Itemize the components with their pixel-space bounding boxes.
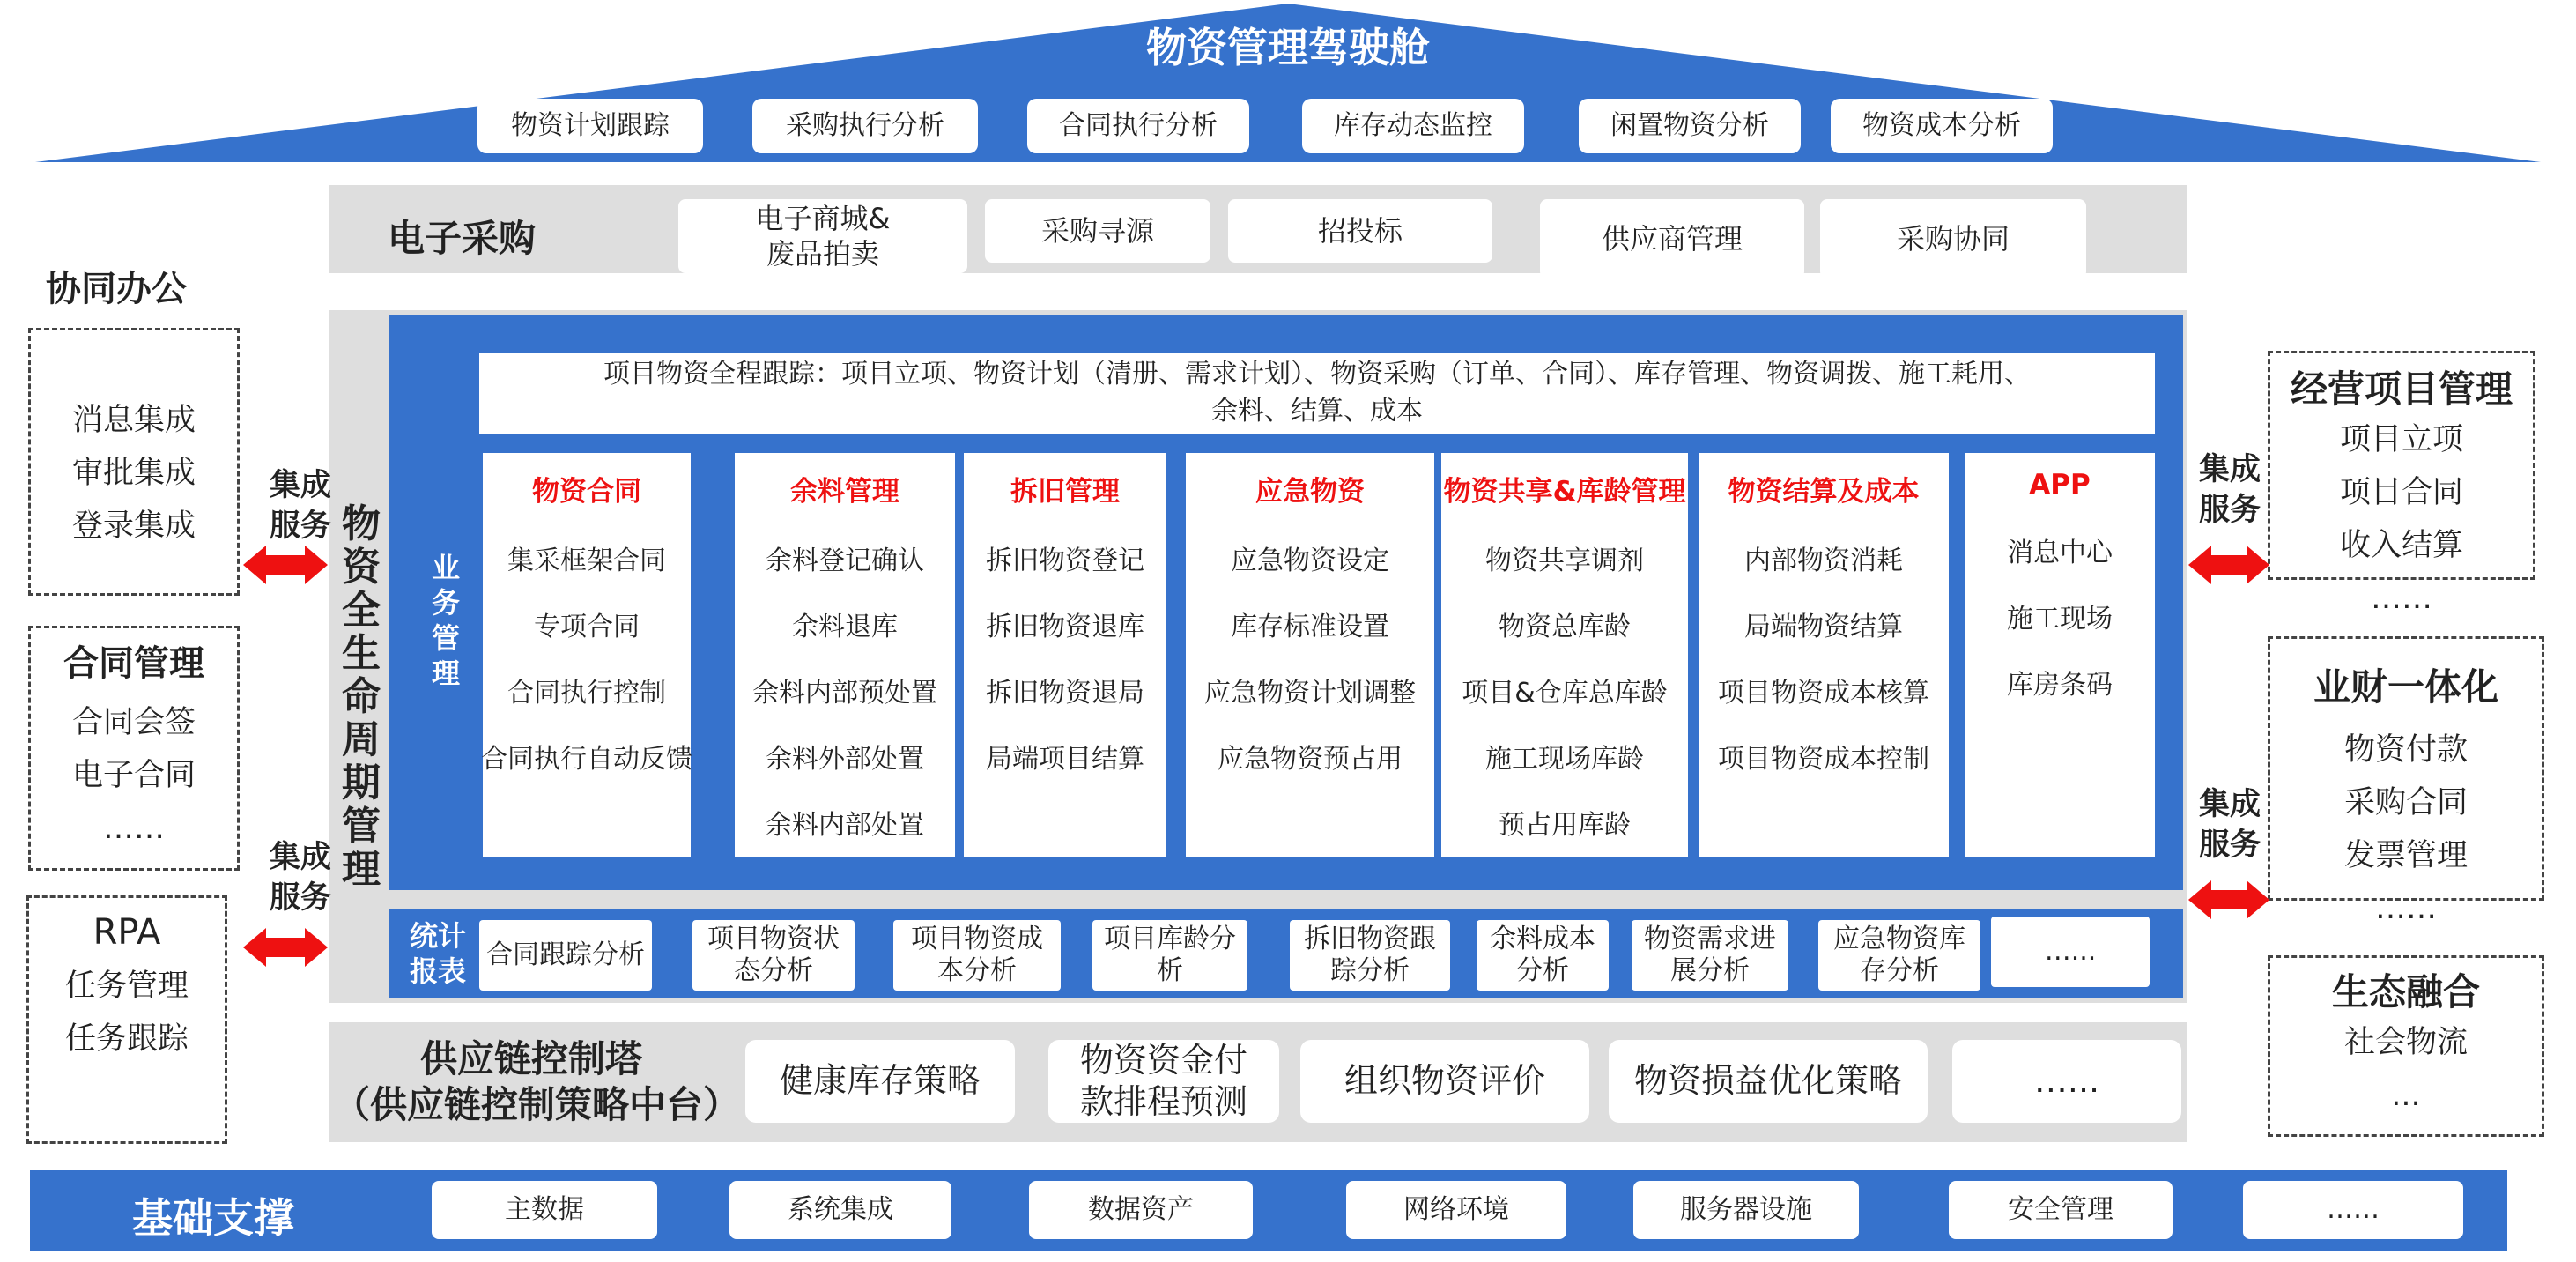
project-item[interactable]: 项目立项 (2339, 422, 2463, 457)
stats-item-7[interactable]: 物资需求进 展分析 (1632, 920, 1788, 991)
lifecycle-title-char: 周 (342, 717, 381, 762)
rpa-title: RPA (93, 912, 161, 953)
rpa-box (26, 895, 227, 1144)
contract-title: 合同管理 (63, 643, 204, 684)
left-arrow-2 (243, 925, 328, 969)
eco-item[interactable]: ... (2391, 1078, 2421, 1113)
lifecycle-title-char: 理 (342, 847, 381, 892)
office-title: 协同办公 (46, 269, 187, 309)
stats-item-4[interactable]: 项目库龄分 析 (1092, 920, 1247, 991)
eco-title: 生态融合 (2331, 970, 2480, 1013)
right-arrow-1 (2188, 543, 2269, 587)
contract-item[interactable]: 合同会签 (71, 705, 196, 740)
finance-title: 业财一体化 (2313, 665, 2498, 709)
stats-item-9[interactable]: …... (1991, 917, 2150, 987)
module-item[interactable]: 内部物资消耗 (1744, 546, 1903, 576)
business-label (426, 550, 465, 691)
supply-chain-item-1[interactable]: 健康库存策略 (745, 1040, 1015, 1123)
contract-item[interactable]: 电子合同 (71, 758, 196, 793)
purchase-item-1[interactable]: 电子商城& 废品拍卖 (678, 199, 967, 273)
tracking-bar: 项目物资全程跟踪：项目立项、物资计划（清册、需求计划）、物资采购（订单、合同）、库存管理、物资调拨、施工耗用、 余料、结算、成本 (479, 353, 2155, 434)
module-item[interactable]: 局端物资结算 (1744, 612, 1903, 642)
lifecycle-title-char: 期 (342, 761, 381, 805)
right-arrow-2 (2188, 878, 2269, 922)
eco-item[interactable]: 社会物流 (2343, 1025, 2468, 1060)
stats-item-2[interactable]: 项目物资状 态分析 (692, 920, 855, 991)
supply-chain-item-3[interactable]: 组织物资评价 (1300, 1040, 1589, 1123)
base-title: 基础支撑 (132, 1194, 294, 1242)
lifecycle-title-char: 管 (342, 804, 381, 849)
project-item[interactable]: …… (2371, 581, 2432, 616)
project-title: 经营项目管理 (2290, 367, 2513, 411)
module-item[interactable]: 余料登记确认 (766, 546, 924, 576)
base-item-4[interactable]: 网络环境 (1346, 1181, 1566, 1239)
eco-box (2268, 955, 2544, 1137)
purchase-item-4[interactable]: 供应商管理 (1540, 199, 1804, 278)
project-item[interactable]: 项目合同 (2339, 475, 2463, 510)
module-item[interactable]: 库存标准设置 (1231, 612, 1389, 642)
base-item-5[interactable]: 服务器设施 (1633, 1181, 1859, 1239)
module-item[interactable]: 拆旧物资退库 (986, 612, 1144, 642)
module-item[interactable]: 项目物资成本控制 (1718, 744, 1929, 775)
cockpit-item-1[interactable]: 物资计划跟踪 (477, 99, 703, 153)
module-column (1441, 453, 1688, 857)
module-item[interactable]: 消息中心 (2007, 538, 2113, 568)
cockpit-item-4[interactable]: 库存动态监控 (1302, 99, 1524, 153)
module-item[interactable]: 合同执行控制 (507, 678, 666, 709)
module-item[interactable]: 项目&仓库总库龄 (1462, 678, 1668, 709)
right-integration-label-2: 集成 服务 (2198, 787, 2261, 863)
contract-box (28, 626, 240, 871)
module-item[interactable]: 余料退库 (792, 612, 898, 642)
purchase-item-5[interactable]: 采购协同 (1820, 199, 2086, 278)
module-item[interactable]: 应急物资预占用 (1218, 744, 1403, 775)
stats-item-8[interactable]: 应急物资库 存分析 (1818, 920, 1980, 991)
module-item[interactable]: 应急物资设定 (1231, 546, 1389, 576)
base-item-6[interactable]: 安全管理 (1949, 1181, 2173, 1239)
module-title: 拆旧管理 (1010, 476, 1120, 508)
stats-item-3[interactable]: 项目物资成 本分析 (893, 920, 1061, 991)
lifecycle-title-char: 物 (342, 501, 381, 546)
purchase-title: 电子采购 (388, 217, 537, 260)
supply-chain-item-5[interactable]: …... (1952, 1040, 2181, 1123)
module-column (964, 453, 1166, 857)
cockpit-item-3[interactable]: 合同执行分析 (1027, 99, 1249, 153)
module-title: 物资合同 (532, 476, 641, 508)
stats-item-5[interactable]: 拆旧物资跟 踪分析 (1290, 920, 1450, 991)
module-column (1965, 453, 2155, 857)
module-item[interactable]: 拆旧物资登记 (986, 546, 1144, 576)
module-title: 物资共享&库龄管理 (1443, 476, 1686, 508)
business-label-char: 业 (431, 551, 460, 584)
module-title: 应急物资 (1255, 476, 1365, 508)
cockpit-item-5[interactable]: 闲置物资分析 (1579, 99, 1801, 153)
lifecycle-title-char: 命 (342, 674, 381, 719)
module-item[interactable]: 集采框架合同 (507, 546, 666, 576)
business-label-char: 管 (431, 621, 460, 655)
module-item[interactable]: 专项合同 (534, 612, 640, 642)
office-item[interactable]: 消息集成 (71, 403, 196, 438)
lifecycle-title (335, 502, 388, 891)
rpa-item[interactable]: 任务管理 (64, 969, 189, 1004)
office-item[interactable]: 审批集成 (71, 456, 196, 491)
stats-item-1[interactable]: 合同跟踪分析 (479, 920, 652, 991)
lifecycle-title-char: 生 (342, 631, 381, 676)
supply-chain-item-2[interactable]: 物资资金付 款排程预测 (1048, 1040, 1279, 1123)
module-item[interactable]: 合同执行自动反馈 (481, 744, 692, 775)
purchase-item-2[interactable]: 采购寻源 (985, 199, 1210, 263)
finance-box (2268, 636, 2544, 926)
module-item[interactable]: 库房条码 (2007, 670, 2113, 701)
stats-label: 统计 报表 (409, 919, 466, 988)
finance-item[interactable]: …… (2375, 891, 2437, 926)
module-item[interactable]: 预占用库龄 (1499, 810, 1631, 841)
base-item-3[interactable]: 数据资产 (1029, 1181, 1253, 1239)
right-integration-label-1: 集成 服务 (2198, 452, 2261, 528)
finance-item[interactable]: 采购合同 (2343, 785, 2468, 820)
module-item[interactable]: 余料内部处置 (766, 810, 924, 841)
module-title: 物资结算及成本 (1728, 476, 1920, 508)
module-item[interactable]: 物资共享调剂 (1485, 546, 1644, 576)
module-column (1186, 453, 1434, 857)
finance-item[interactable]: 发票管理 (2343, 838, 2468, 873)
project-item[interactable]: 收入结算 (2339, 528, 2463, 563)
module-item[interactable]: 施工现场库龄 (1485, 744, 1644, 775)
module-item[interactable]: 余料内部预处置 (752, 678, 937, 709)
module-column (735, 453, 955, 857)
base-item-7[interactable]: …… (2243, 1181, 2463, 1239)
project-box (2268, 351, 2535, 616)
module-item[interactable]: 局端项目结算 (986, 744, 1144, 775)
module-item[interactable]: 项目物资成本核算 (1718, 678, 1929, 709)
left-integration-label-1: 集成 服务 (269, 468, 331, 544)
left-integration-label-2: 集成 服务 (269, 840, 331, 916)
supply-chain-item-4[interactable]: 物资损益优化策略 (1609, 1040, 1928, 1123)
left-arrow-1 (243, 543, 328, 587)
base-item-1[interactable]: 主数据 (432, 1181, 657, 1239)
base-item-2[interactable]: 系统集成 (729, 1181, 951, 1239)
module-column (1699, 453, 1949, 857)
purchase-item-3[interactable]: 招投标 (1228, 199, 1492, 263)
module-item[interactable]: 拆旧物资退局 (986, 678, 1144, 709)
rpa-item[interactable]: 任务跟踪 (64, 1021, 189, 1057)
office-item[interactable]: 登录集成 (71, 509, 196, 544)
lifecycle-title-char: 资 (342, 545, 381, 590)
cockpit-title: 物资管理驾驶舱 (1146, 24, 1430, 71)
contract-item[interactable]: …… (103, 811, 165, 846)
module-title: 余料管理 (790, 476, 899, 508)
office-box (28, 328, 240, 596)
lifecycle-title-char: 全 (342, 588, 381, 633)
finance-item[interactable]: 物资付款 (2343, 732, 2468, 768)
business-label-char: 务 (431, 586, 460, 620)
module-item[interactable]: 余料外部处置 (766, 744, 924, 775)
module-item[interactable]: 应急物资计划调整 (1204, 678, 1416, 709)
module-item[interactable]: 物资总库龄 (1499, 612, 1631, 642)
business-label-char: 理 (431, 657, 460, 690)
module-item[interactable]: 施工现场 (2007, 604, 2113, 635)
module-title: APP (2029, 469, 2091, 501)
supply-chain-title: 供应链控制塔 （供应链控制策略中台） (333, 1037, 741, 1126)
cockpit-item-2[interactable]: 采购执行分析 (752, 99, 978, 153)
cockpit-item-6[interactable]: 物资成本分析 (1831, 99, 2053, 153)
module-column (483, 453, 691, 857)
stats-item-6[interactable]: 余料成本 分析 (1477, 920, 1609, 991)
